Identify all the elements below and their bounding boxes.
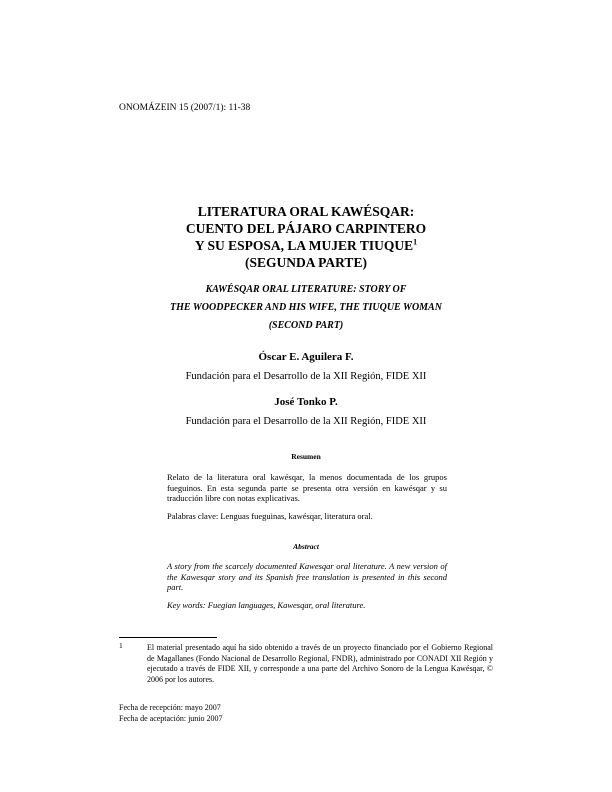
journal-reference: ONOMÁZEIN 15 (2007/1): 11-38 xyxy=(119,103,251,113)
author-name-1: Óscar E. Aguilera F. xyxy=(258,351,354,363)
abstract-keywords: Key words: Fuegian languages, Kawesqar, oral literature. xyxy=(167,600,366,610)
abstract-text: A story from the scarcely documented Kawesqar oral literature. A new version of the Kawesqar story and its Spanish free translation is presented in this second part. xyxy=(167,561,447,592)
abstract-heading: Abstract xyxy=(293,542,319,551)
english-title xyxy=(0,281,612,335)
english-title-line-2: THE WOODPECKER AND HIS WIFE, THE TIUQUE WOMAN xyxy=(170,302,442,313)
author-name-2: José Tonko P. xyxy=(274,396,338,408)
spanish-title xyxy=(0,203,612,271)
resumen-text: Relato de la literatura oral kawésqar, la menos documentada de los grupos fueguinos. En esta segunda parte se presenta otra versión en kawésqar y su traducción libre con notas explicativas. xyxy=(167,472,447,503)
footnote-marker[interactable]: 1 xyxy=(413,237,418,247)
spanish-title-line-3: Y SU ESPOSA, LA MUJER TIUQUE$^1$ xyxy=(194,237,418,253)
footnote-text: El material presentado aquí ha sido obtenido a través de un proyecto financiado por el Gobierno Regional de Magallanes (Fondo Nacional de Desarrollo Regional, FNDR), administrado por CONADI XII Región y ejecutado a través de FIDE XII, y corresponde a una parte del Archivo Sonoro de la Lengua Kawésqar, © 2006 por los autores. xyxy=(147,643,493,684)
english-title-line-3: (SECOND PART) xyxy=(268,320,344,331)
resumen-keywords: Palabras clave: Lenguas fueguinas, kawésqar, literatura oral. xyxy=(167,511,373,521)
accepted-date: Fecha de aceptación: junio 2007 xyxy=(119,713,223,723)
author-affiliation-2: Fundación para el Desarrollo de la XII Región, FIDE XII xyxy=(185,416,427,427)
english-title-line-1: KAWÉSQAR ORAL LITERATURE: STORY OF xyxy=(205,284,407,295)
spanish-title-line-1: LITERATURA ORAL KAWÉSQAR: xyxy=(197,204,415,219)
received-date: Fecha de recepción: mayo 2007 xyxy=(119,703,221,712)
footnote-number: 1 xyxy=(119,641,123,650)
publication-dates xyxy=(119,703,223,724)
resumen-heading: Resumen xyxy=(291,452,321,461)
spanish-title-line-4: (SEGUNDA PARTE) xyxy=(245,255,367,270)
author-affiliation-1: Fundación para el Desarrollo de la XII Región, FIDE XII xyxy=(185,371,427,382)
footnote-divider xyxy=(119,637,217,638)
spanish-title-line-2: CUENTO DEL PÁJARO CARPINTERO xyxy=(185,221,427,236)
